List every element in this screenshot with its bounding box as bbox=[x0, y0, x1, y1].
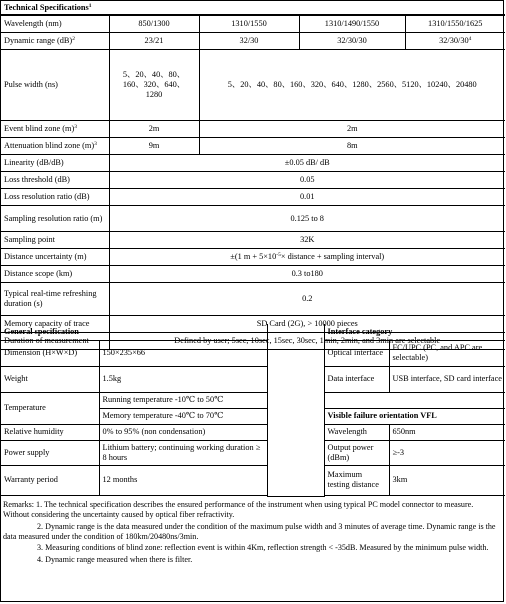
spec-value: ±(1 $m + 5\times 10^{-5}\times$ distance + sampling interval) bbox=[109, 249, 505, 266]
spec-row bbox=[1, 266, 505, 283]
spec-value: Defined by user; 5sec, 10sec, 15sec, 30sec, 1min, 2min, and 3min are selectable bbox=[109, 333, 505, 350]
spec-value: Running temperature -10℃ to 50℃ bbox=[99, 392, 267, 408]
remark-3: 3. Measuring conditions of blind zone: reflection event is within 4Km, reflection strength < -35dB. Measured by the minimum pulse width. bbox=[37, 543, 489, 553]
general-and-interface-table bbox=[1, 324, 505, 497]
spec-row bbox=[1, 155, 505, 172]
spec-row bbox=[1, 50, 505, 121]
spec-value: $32/30/30^4$ bbox=[405, 33, 505, 50]
spec-value: ≥-3 bbox=[389, 440, 505, 465]
spec-value: 5、20、40、80、160、320、640、1280 bbox=[109, 50, 199, 121]
spec-label: Event blind zone $(m)^3$ bbox=[1, 121, 109, 138]
spec-label: Typical real-time refreshing duration (s) bbox=[1, 283, 109, 316]
spec-value: 1310/1490/1550 bbox=[299, 16, 405, 33]
spec-label: Data interface bbox=[324, 366, 389, 392]
spec-label: Wavelength bbox=[324, 424, 389, 440]
spec-value: 1310/1550 bbox=[199, 16, 299, 33]
spec-label: Sampling resolution ratio (m) bbox=[1, 206, 109, 232]
spec-label: Distance scope (km) bbox=[1, 266, 109, 283]
spec-row bbox=[1, 206, 505, 232]
spec-label: Attenuation blind zone $(m)^3$ bbox=[1, 138, 109, 155]
spec-label: Power supply bbox=[1, 440, 99, 465]
spec-label: Warranty period bbox=[1, 465, 99, 495]
spec-label: Pulse width (ns) bbox=[1, 50, 109, 121]
spec-value: 12 months bbox=[99, 465, 267, 495]
spec-value: FC/UPC (PC, and APC are selectable) bbox=[389, 340, 505, 366]
spec-value: 0.05 bbox=[109, 172, 505, 189]
lower-section bbox=[1, 324, 505, 496]
spec-row bbox=[1, 138, 505, 155]
spec-value: 5、20、40、80、160、320、640、1280、2560、5120、10240、20480 bbox=[199, 50, 505, 121]
interface-heading: Interface category bbox=[324, 324, 505, 340]
spec-value: Memory temperature -40℃ to 70℃ bbox=[99, 408, 267, 424]
spec-label: Dynamic range (dB)$^2$ bbox=[1, 33, 109, 50]
spec-value: 650nm bbox=[389, 424, 505, 440]
spec-label: Relative humidity bbox=[1, 424, 99, 440]
spec-label: Output power (dBm) bbox=[324, 440, 389, 465]
spec-value: 8m bbox=[199, 138, 505, 155]
spec-label: Loss threshold (dB) bbox=[1, 172, 109, 189]
spec-value: 3km bbox=[389, 465, 505, 495]
spec-value: 0.01 bbox=[109, 189, 505, 206]
spec-title: Technical Specifications$^1$ bbox=[1, 1, 505, 15]
spec-row bbox=[1, 33, 505, 50]
general-heading: General specification bbox=[1, 324, 267, 340]
spec-title-bar bbox=[1, 1, 505, 15]
spec-label: Temperature bbox=[1, 392, 99, 424]
spec-label: Optical interface bbox=[324, 340, 389, 366]
spec-value: 0.2 bbox=[109, 283, 505, 316]
spec-row bbox=[1, 249, 505, 266]
vfl-heading: Visible failure orientation VFL bbox=[324, 408, 505, 424]
blank-gap-cell bbox=[324, 392, 505, 408]
spec-value: 2m bbox=[199, 121, 505, 138]
spec-row bbox=[1, 232, 505, 249]
spec-value: 1.5kg bbox=[99, 366, 267, 392]
spec-value: 150×235×66 bbox=[99, 340, 267, 366]
spec-value: 850/1300 bbox=[109, 16, 199, 33]
remark-1: Remarks: 1. The technical specification describes the ensured performance of the instrument when using typical PC model connector to measure. Without considering the uncertainty caused by optical fiber refractivity. bbox=[3, 500, 474, 519]
spec-row bbox=[1, 121, 505, 138]
technical-spec-table bbox=[1, 15, 505, 350]
spec-value: 0.3 to180 bbox=[109, 266, 505, 283]
spec-row bbox=[1, 16, 505, 33]
spec-value: 32/30/30 bbox=[299, 33, 405, 50]
spec-label: Wavelength (nm) bbox=[1, 16, 109, 33]
spec-label: Dimension (H×W×D) bbox=[1, 340, 99, 366]
spec-label: Maximum testing distance bbox=[324, 465, 389, 495]
spec-value: 32K bbox=[109, 232, 505, 249]
spec-label: Memory capacity of trace bbox=[1, 316, 109, 333]
remark-4: 4. Dynamic range measured when there is filter. bbox=[37, 555, 193, 565]
spec-value: SD Card (2G), > 10000 pieces bbox=[109, 316, 505, 333]
spec-value: Lithium battery; continuing working duration ≥ 8 hours bbox=[99, 440, 267, 465]
spec-value: 1310/1550/1625 bbox=[405, 16, 505, 33]
spec-label: Weight bbox=[1, 366, 99, 392]
spec-label: Loss resolution ratio (dB) bbox=[1, 189, 109, 206]
spec-value: 32/30 bbox=[199, 33, 299, 50]
spec-label: Linearity (dB/dB) bbox=[1, 155, 109, 172]
spec-value: 0% to 95% (non condensation) bbox=[99, 424, 267, 440]
spec-row bbox=[1, 283, 505, 316]
spec-label: Sampling point bbox=[1, 232, 109, 249]
spec-value: 0.125 to 8 bbox=[109, 206, 505, 232]
remark-2: 2. Dynamic range is the data measured under the condition of the maximum pulse width and 3 minutes of average time. Dynamic range is the data measured under the condition of 180km/20480ns/3min. bbox=[3, 521, 496, 541]
remarks bbox=[3, 500, 501, 567]
spec-value: 23/21 bbox=[109, 33, 199, 50]
spec-value: 2m bbox=[109, 121, 199, 138]
spec-value: ±0.05 dB/ dB bbox=[109, 155, 505, 172]
spec-label: Duration of measurement bbox=[1, 333, 109, 350]
spec-value: USB interface, SD card interface bbox=[389, 366, 505, 392]
spec-value: 9m bbox=[109, 138, 199, 155]
spec-row bbox=[1, 189, 505, 206]
spec-row bbox=[1, 172, 505, 189]
blank-divider-cell bbox=[267, 324, 324, 496]
spec-label: Distance uncertainty (m) bbox=[1, 249, 109, 266]
